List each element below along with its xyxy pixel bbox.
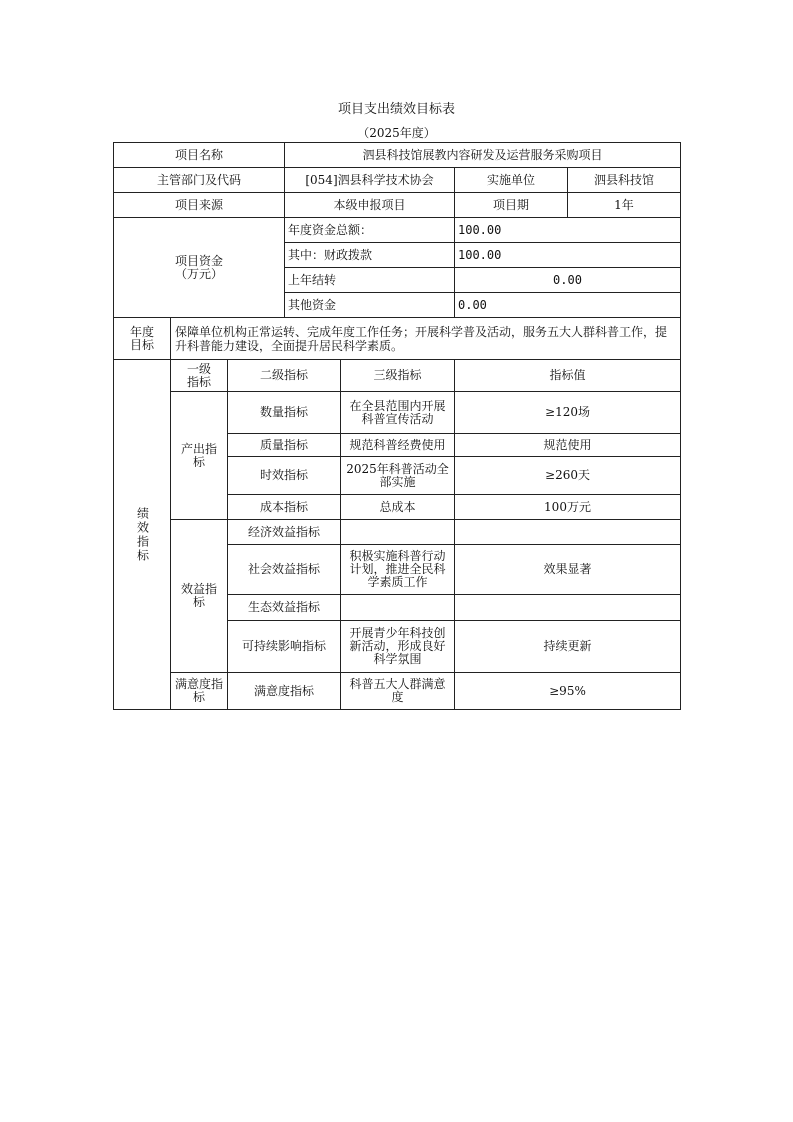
funds-row-value: 100.00 (454, 217, 681, 243)
header-level3: 三级指标 (340, 359, 455, 392)
level2-cell: 经济效益指标 (227, 519, 341, 545)
value-cell: 规范使用 (454, 433, 681, 457)
project-name-label: 项目名称 (113, 142, 285, 168)
impl-value: 泗县科技馆 (567, 167, 681, 193)
value-cell (454, 594, 681, 621)
level2-cell: 时效指标 (227, 456, 341, 495)
funds-label (113, 217, 285, 318)
level3-cell: 积极实施科普行动计划，推进全民科学素质工作 (340, 544, 455, 595)
level3-cell: 总成本 (340, 494, 455, 520)
source-value: 本级申报项目 (284, 192, 455, 218)
value-cell (454, 519, 681, 545)
value-cell: 100万元 (454, 494, 681, 520)
goal-label-line1: 年度 (129, 324, 154, 339)
header-level1: 一级指标 (170, 359, 228, 392)
value-cell: ≥260天 (454, 456, 681, 495)
level2-cell: 满意度指标 (227, 672, 341, 710)
funds-label-line2: （万元） (174, 266, 223, 281)
level2-cell: 数量指标 (227, 391, 341, 434)
period-label: 项目期 (454, 192, 568, 218)
header-level2: 二级指标 (227, 359, 341, 392)
value-cell: 持续更新 (454, 620, 681, 673)
level1-benefit: 效益指标 (170, 519, 228, 673)
level3-cell (340, 594, 455, 621)
source-label: 项目来源 (113, 192, 285, 218)
level3-cell: 开展青少年科技创新活动，形成良好科学氛围 (340, 620, 455, 673)
value-cell: ≥120场 (454, 391, 681, 434)
goal-text: 保障单位机构正常运转、完成年度工作任务；开展科学普及活动，服务五大人群科普工作，提升科普能力建设，全面提升居民科学素质。 (170, 317, 681, 360)
dept-label: 主管部门及代码 (113, 167, 285, 193)
period-value: 1年 (567, 192, 681, 218)
funds-row-label: 上年结转 (284, 267, 455, 293)
goal-label (113, 317, 171, 360)
indicators-section-label (113, 359, 171, 710)
level3-cell: 2025年科普活动全部实施 (340, 456, 455, 495)
funds-row-label: 年度资金总额： (284, 217, 455, 243)
level2-cell: 可持续影响指标 (227, 620, 341, 673)
level1-output: 产出指标 (170, 391, 228, 520)
funds-row-label: 其中：财政拨款 (284, 242, 455, 268)
level1-satisfaction: 满意度指标 (170, 672, 228, 710)
level2-cell: 生态效益指标 (227, 594, 341, 621)
funds-row-value: 100.00 (454, 242, 681, 268)
funds-row-value: 0.00 (454, 267, 681, 293)
level3-cell: 在全县范围内开展科普宣传活动 (340, 391, 455, 434)
value-cell: 效果显著 (454, 544, 681, 595)
level2-cell: 社会效益指标 (227, 544, 341, 595)
level3-cell: 科普五大人群满意度 (340, 672, 455, 710)
funds-label-line1: 项目资金 (174, 253, 223, 268)
header-value: 指标值 (454, 359, 681, 392)
page-title: 项目支出绩效目标表 (337, 102, 455, 117)
dept-value: [054]泗县科学技术协会 (284, 167, 455, 193)
goal-label-line2: 目标 (129, 337, 154, 352)
impl-label: 实施单位 (454, 167, 568, 193)
project-name-value: 泗县科技馆展教内容研发及运营服务采购项目 (284, 142, 681, 168)
funds-row-label: 其他资金 (284, 292, 455, 318)
indicators-section-text: 绩效指标 (135, 506, 150, 563)
page-subtitle: （2025年度） (357, 126, 436, 140)
level3-cell (340, 519, 455, 545)
level3-cell: 规范科普经费使用 (340, 433, 455, 457)
level2-cell: 质量指标 (227, 433, 341, 457)
value-cell: ≥95% (454, 672, 681, 710)
funds-row-value: 0.00 (454, 292, 681, 318)
level2-cell: 成本指标 (227, 494, 341, 520)
